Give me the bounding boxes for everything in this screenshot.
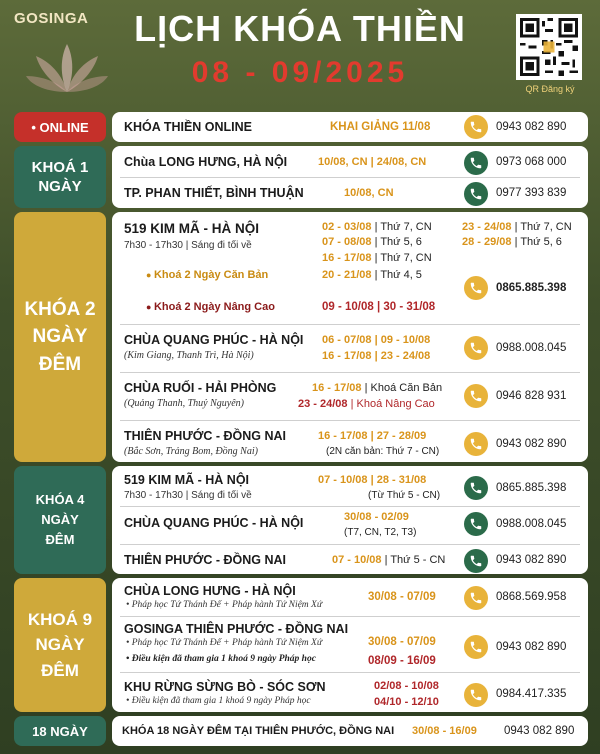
divider [120,324,580,325]
phone-icon[interactable] [464,586,488,610]
divider [120,177,580,178]
one-day-dates-2: 10/08, CN [344,187,394,199]
longhung-phone[interactable]: 0868.569.958 [496,591,567,603]
online-course-name: KHÓA THIỀN ONLINE [124,120,253,134]
quangphuc-dates-2: 16 - 17/08 | 23 - 24/08 [322,350,431,362]
tag-eighteen-day: 18 NGÀY [14,716,106,746]
kimma-advanced-label: ● Khoá 2 Ngày Nâng Cao [146,301,275,313]
two-day-row [14,212,588,462]
four-day-note-1: (Từ Thứ 5 - CN) [368,490,441,501]
nine-day-card [112,578,588,712]
phone-icon[interactable] [464,384,488,408]
logo: GOSINGA [14,10,89,27]
kimma-date-2: 07 - 08/08 | Thứ 5, 6 [322,236,422,248]
phone-icon[interactable] [464,476,488,500]
gosinga-bullet-2: • Điều kiện đã tham gia 1 khoá 9 ngày Pháp học [126,654,316,664]
socson-bullet: • Điều kiện đã tham gia 1 khoá 9 ngày Pháp học [126,696,311,706]
quangphuc-phone[interactable]: 0988.008.045 [496,342,567,354]
socson-dates-1: 02/08 - 10/08 [374,680,439,692]
phone-icon[interactable] [464,151,488,175]
nine-day-row [14,578,588,712]
schedule-date: 08 - 09/2025 [191,56,409,89]
eighteen-dates: 30/08 - 16/09 [412,725,477,737]
kimma-date-5: 23 - 24/08 | Thứ 7, CN [462,221,572,233]
eighteen-day-row [14,716,588,746]
ruoi-advanced: 23 - 24/08 | Khoá Nâng Cao [298,398,435,410]
ruoi-basic: 16 - 17/08 | Khoá Căn Bản [312,382,443,394]
four-day-card [112,466,588,574]
divider [120,616,580,617]
tag-nine-day: KHOÁ 9 NGÀY ĐÊM [14,578,106,712]
four-day-dates-1: 07 - 10/08 | 28 - 31/08 [318,474,427,486]
eighteen-day-card [112,716,588,746]
kimma-phone[interactable]: 0865.885.398 [496,282,567,294]
one-day-phone-1[interactable]: 0973 068 000 [496,156,567,168]
one-day-location-1: Chùa LONG HƯNG, HÀ NỘI [124,155,288,169]
divider [120,506,580,507]
kimma-date-1: 02 - 03/08 | Thứ 7, CN [322,221,432,233]
kimma-advanced-dates: 09 - 10/08 | 30 - 31/08 [322,301,436,313]
kimma-basic-label: ● Khoá 2 Ngày Căn Bản [146,269,269,281]
phone-icon[interactable] [464,512,488,536]
gosinga-dates-2: 08/09 - 16/09 [368,655,436,667]
one-day-phone-2[interactable]: 0977 393 839 [496,187,567,199]
thienphuoc-phone[interactable]: 0943 082 890 [496,438,567,450]
phone-icon[interactable] [464,683,488,707]
header [0,0,600,108]
thienphuoc-address: (Bắc Sơn, Trảng Bom, Đồng Nai) [124,446,258,457]
four-day-time-1: 7h30 - 17h30 | Sáng đi tối về [124,490,252,501]
ruoi-location: CHÙA RUỐI - HẢI PHÒNG [124,381,277,395]
two-day-card [112,212,588,462]
online-phone[interactable]: 0943 082 890 [496,121,567,133]
tag-four-day: KHÓA 4 NGÀY ĐÊM [14,466,106,574]
one-day-row [14,146,588,208]
four-day-location-1: 519 KIM MÃ - HÀ NỘI [124,473,250,487]
longhung-dates: 30/08 - 07/09 [368,591,436,603]
one-day-location-2: TP. PHAN THIẾT, BÌNH THUẬN [124,186,304,200]
divider [120,420,580,421]
quangphuc-address: (Kim Giang, Thanh Trì, Hà Nội) [124,350,254,361]
divider [120,544,580,545]
four-day-location-3: THIÊN PHƯỚC - ĐỒNG NAI [124,553,287,567]
gosinga-phone[interactable]: 0943 082 890 [496,641,567,653]
online-open-date: KHAI GIẢNG 11/08 [330,121,431,133]
thienphuoc-dates: 16 - 17/08 | 27 - 28/09 [318,430,427,442]
four-day-phone-2[interactable]: 0988.008.045 [496,518,567,530]
phone-icon[interactable] [464,635,488,659]
phone-icon[interactable] [464,432,488,456]
four-day-row [14,466,588,574]
tag-online: • ONLINE [14,112,106,142]
kimma-date-6: 28 - 29/08 | Thứ 5, 6 [462,236,562,248]
longhung-location: CHÙA LONG HƯNG - HÀ NỘI [124,584,296,598]
kimma-date-3: 16 - 17/08 | Thứ 7, CN [322,252,432,264]
four-day-phone-3[interactable]: 0943 082 890 [496,554,567,566]
qr-code-icon[interactable] [516,14,582,80]
four-day-dates-3: 07 - 10/08 | Thứ 5 - CN [332,554,446,566]
one-day-card [112,146,588,208]
socson-phone[interactable]: 0984.417.335 [496,688,567,700]
gosinga-bullet-1: • Pháp học Tứ Thánh Đế + Pháp hành Tứ Niệm Xứ [126,638,323,648]
phone-icon[interactable] [464,276,488,300]
four-day-note-2: (T7, CN, T2, T3) [344,527,417,538]
thienphuoc-location: THIÊN PHƯỚC - ĐỒNG NAI [124,429,287,443]
ruoi-address: (Quảng Thanh, Thuỷ Nguyên) [124,398,244,409]
thienphuoc-note: (2N căn bản: Thứ 7 - CN) [326,446,440,457]
one-day-dates-1: 10/08, CN | 24/08, CN [318,156,427,168]
qr-label: QR Đăng ký [525,84,575,94]
ruoi-phone[interactable]: 0946 828 931 [496,390,567,402]
phone-icon[interactable] [464,115,488,139]
phone-icon[interactable] [464,336,488,360]
divider [120,372,580,373]
quangphuc-location: CHÙA QUANG PHÚC - HÀ NỘI [124,333,304,347]
quangphuc-dates-1: 06 - 07/08 | 09 - 10/08 [322,334,431,346]
gosinga-location: GOSINGA THIÊN PHƯỚC - ĐỒNG NAI [124,622,349,636]
phone-icon[interactable] [464,182,488,206]
page-title: LỊCH KHÓA THIỀN [134,8,466,49]
four-day-phone-1[interactable]: 0865.885.398 [496,482,567,494]
eighteen-course-name: KHÓA 18 NGÀY ĐÊM TẠI THIÊN PHƯỚC, ĐỒNG NAI [122,725,395,737]
gosinga-dates-1: 30/08 - 07/09 [368,636,436,648]
online-row [14,112,588,142]
eighteen-phone[interactable]: 0943 082 890 [504,725,575,737]
four-day-location-2: CHÙA QUANG PHÚC - HÀ NỘI [124,516,304,530]
online-card [112,112,588,142]
kimma-time: 7h30 - 17h30 | Sáng đi tối về [124,240,252,251]
longhung-bullet: • Pháp học Tứ Thánh Đế + Pháp hành Tứ Niệm Xứ [126,600,323,610]
socson-dates-2: 04/10 - 12/10 [374,696,439,708]
four-day-dates-2: 30/08 - 02/09 [344,511,409,523]
divider [120,672,580,673]
tag-two-day: KHÓA 2 NGÀY ĐÊM [14,212,106,462]
tag-one-day: KHOÁ 1 NGÀY [14,146,106,208]
phone-icon[interactable] [464,549,488,573]
kimma-location: 519 KIM MÃ - HÀ NỘI [124,221,260,236]
socson-location: KHU RỪNG SỪNG BÒ - SÓC SƠN [124,680,326,694]
kimma-date-4: 20 - 21/08 | Thứ 4, 5 [322,269,422,281]
